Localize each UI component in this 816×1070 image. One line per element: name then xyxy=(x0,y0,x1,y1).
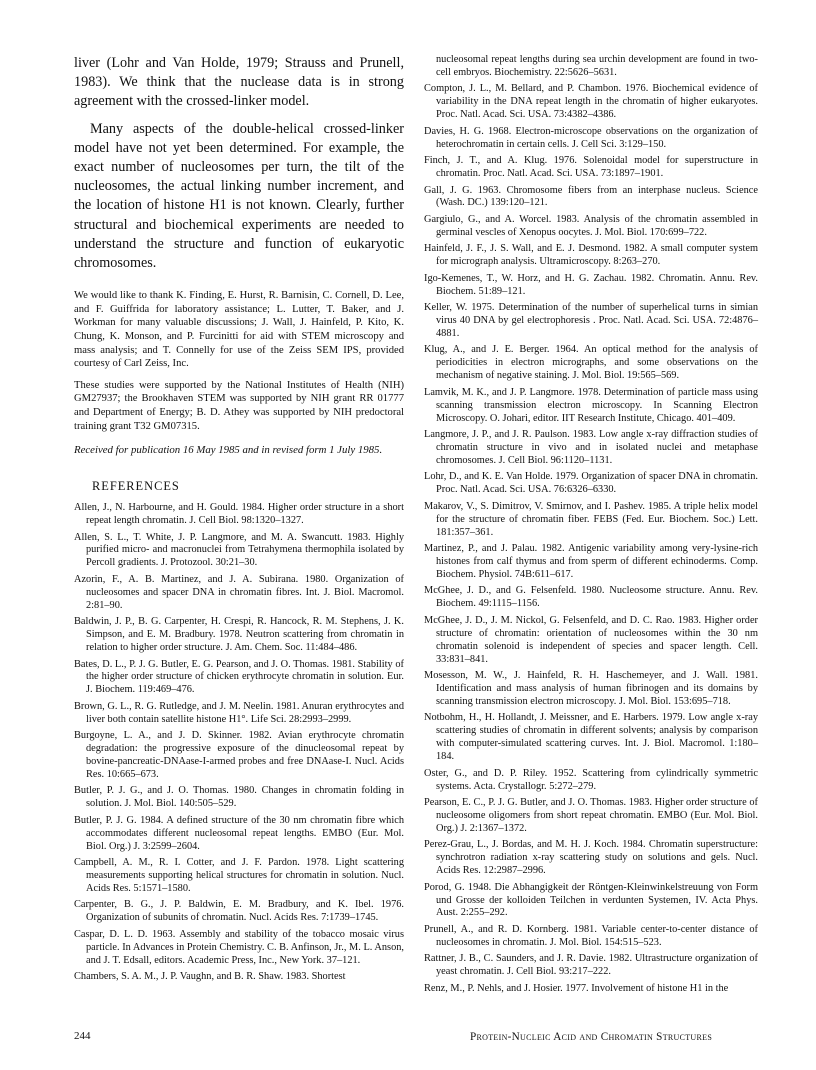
reference-item: Bates, D. L., P. J. G. Butler, E. G. Pearson, and J. O. Thomas. 1981. Stability of the higher order structure of chicken erythrocyte chromatin in solution. Eur. J. Biochem. 119:469–476. xyxy=(74,658,404,696)
reference-item: Davies, H. G. 1968. Electron-microscope observations on the organization of heterochromatin in certain cells. J. Cell Sci. 3:129–150. xyxy=(424,125,758,150)
reference-list-left xyxy=(74,502,404,984)
reference-item: nucleosomal repeat lengths during sea urchin development are found in two-cell embryos. Biochemistry. 22:5626–5631. xyxy=(436,54,758,78)
reference-item: Rattner, J. B., C. Saunders, and J. R. Davie. 1982. Ultrastructure organization of yeast chromatin. J. Cell Biol. 93:217–222. xyxy=(424,953,758,978)
reference-item: Brown, G. L., R. G. Rutledge, and J. M. Neelin. 1981. Anuran erythrocytes and liver both contain satellite histone H1°. Life Sci. 28:2993–2999. xyxy=(74,700,404,725)
received-date: Received for publication 16 May 1985 and in revised form 1 July 1985. xyxy=(74,444,383,457)
reference-item: Butler, P. J. G. 1984. A defined structure of the 30 nm chromatin fibre which accommodates different nucleosomal repeat lengths. EMBO (Eur. Mol. Biol. Org.) J. 3:2599–2604. xyxy=(74,814,404,852)
right-column xyxy=(424,54,758,999)
reference-item: Azorin, F., A. B. Martinez, and J. A. Subirana. 1980. Organization of nucleosomes and spacer DNA in chromatin fibres. Int. J. Biol. Macromol. 2:81–90. xyxy=(74,573,404,611)
reference-item: Carpenter, B. G., J. P. Baldwin, E. M. Bradbury, and K. Ibel. 1976. Organization of subunits of chromatin. Nucl. Acids Res. 7:1739–1745. xyxy=(74,899,404,924)
reference-item: Mosesson, M. W., J. Hainfeld, R. H. Haschemeyer, and J. Wall. 1981. Identification and mass analysis of human fibrinogen and its domains by scanning transmission electron microscopy. J. Mol. Biol. 153:695–718. xyxy=(424,670,758,707)
reference-list-right xyxy=(424,54,758,996)
reference-item: Allen, S. L., T. White, J. P. Langmore, and M. A. Swancutt. 1983. Highly purified micro- and macronuclei from Tetrahymena thermophila isolated by Percoll gradients. J. Protozool. 30:21–30. xyxy=(74,531,404,569)
reference-item: Porod, G. 1948. Die Abhangigkeit der Röntgen-Kleinwinkelstreuung von Form und Grosse der kolloiden Teilchen in verdunten Systemen, IV. Acta Phys. Aust. 2:255–292. xyxy=(424,881,758,919)
reference-item: Makarov, V., S. Dimitrov, V. Smirnov, and I. Pashev. 1985. A triple helix model for the structure of chromatin fiber. FEBS (Fed. Eur. Biochem. Soc.) Lett. 181:357–361. xyxy=(424,500,758,538)
body-paragraph-1: liver (Lohr and Van Holde, 1979; Strauss and Prunell, 1983). We think that the nuclease data is in strong agreement with the crossed-linker model. xyxy=(74,55,404,110)
page-number: 244 xyxy=(74,1030,91,1042)
reference-item: Pearson, E. C., P. J. G. Butler, and J. O. Thomas. 1983. Higher order structure of nucleosome oligomers from short repeat chromatin. EMBO (Eur. Mol. Biol. Org.) J. 2:1367–1372. xyxy=(424,797,758,834)
reference-item: Igo-Kemenes, T., W. Horz, and H. G. Zachau. 1982. Chromatin. Annu. Rev. Biochem. 51:89–121. xyxy=(424,272,758,297)
left-column xyxy=(74,54,404,988)
reference-item: Perez-Grau, L., J. Bordas, and M. H. J. Koch. 1984. Chromatin superstructure: synchrotron radiation x-ray scattering study on solutions and gels. Nucl. Acids Res. 12:2987–2996. xyxy=(424,839,758,877)
reference-item: McGhee, J. D., and G. Felsenfeld. 1980. Nucleosome structure. Annu. Rev. Biochem. 49:1115–1156. xyxy=(424,585,758,610)
acknowledgments xyxy=(74,289,404,371)
reference-item: Compton, J. L., M. Bellard, and P. Chambon. 1976. Biochemical evidence of variability in the DNA repeat length in the chromatin of higher eukaryotes. Proc. Natl. Acad. Sci. USA. 73:4382–4386. xyxy=(424,83,758,121)
reference-item: Lamvik, M. K., and J. P. Langmore. 1978. Determination of particle mass using scanning transmission electron microscopy. In Scanning Electron Microscopy. O. Johari, editor. IIT Research Institute, Chicago. 401–409. xyxy=(424,386,758,424)
reference-item: Finch, J. T., and A. Klug. 1976. Solenoidal model for superstructure in chromatin. Proc. Natl. Acad. Sci. USA. 73:1897–1901. xyxy=(424,155,758,180)
reference-item: Prunell, A., and R. D. Kornberg. 1981. Variable center-to-center distance of nucleosomes in chromatin. J. Mol. Biol. 154:515–523. xyxy=(424,923,758,948)
reference-item: Chambers, S. A. M., J. P. Vaughn, and B. R. Shaw. 1983. Shortest xyxy=(74,971,346,983)
reference-item: Gall, J. G. 1963. Chromosome fibers from an interphase nucleus. Science (Wash. DC.) 139:120–121. xyxy=(424,184,758,209)
reference-item: Klug, A., and J. E. Berger. 1964. An optical method for the analysis of periodicities in electron micrographs, and some observations on the mechanism of negative staining. J. Mol. Biol. 19:565–569. xyxy=(424,344,758,382)
reference-item: Keller, W. 1975. Determination of the number of superhelical turns in simian virus 40 DNA by gel electrophoresis . Proc. Natl. Acad. Sci. USA. 72:4876–4881. xyxy=(424,302,758,339)
reference-item: Lohr, D., and K. E. Van Holde. 1979. Organization of spacer DNA in chromatin. Proc. Natl. Acad. Sci. USA. 76:6326–6330. xyxy=(424,471,758,496)
reference-item: Baldwin, J. P., B. G. Carpenter, H. Crespi, R. Hancock, R. M. Stephens, J. K. Simpson, and E. M. Bradbury. 1978. Neutron scattering from chromatin in relation to higher order structure. J. Am. Chem. Soc. 11:484–486. xyxy=(74,616,404,654)
references-heading: REFERENCES xyxy=(92,479,180,494)
reference-item: Hainfeld, J. F., J. S. Wall, and E. J. Desmond. 1982. A small computer system for micrograph analysis. Ultramicroscopy. 8:263–270. xyxy=(424,243,758,268)
reference-item: Oster, G., and D. P. Riley. 1952. Scattering from cylindrically symmetric systems. Acta. Crystallogr. 5:272–279. xyxy=(424,767,758,792)
reference-item: Campbell, A. M., R. I. Cotter, and J. F. Pardon. 1978. Light scattering measurements supporting helical structures for chromatin in solution. Nucl. Acids Res. 5:1571–1580. xyxy=(74,857,404,894)
reference-item: Burgoyne, L. A., and J. D. Skinner. 1982. Avian erythrocyte chromatin degradation: the progressive exposure of the dinucleosomal repeat by bovine-pancreatic-DNAase-I-armed probes and free DNAase-I. Nucl. Acids Res. 10:665–673. xyxy=(74,730,404,780)
acknowledgment-paragraph: We would like to thank K. Finding, E. Hurst, R. Barnisin, C. Cornell, D. Lee, and F. Guiffrida for laboratory assistance; L. Lutter, T. Baker, and J. Workman for many valuable discussions; J. Wall, J. Hainfeld, P. Kito, K. Chung, K. Monson, and P. Furcinitti for aid with STEM microscopy and mass analysis; and T. Connelly for use of the Zeiss SEM IPS, provided courtesy of Carl Zeiss, Inc. xyxy=(74,290,404,370)
reference-item: Notbohm, H., H. Hollandt, J. Meissner, and E. Harbers. 1979. Low angle x-ray scattering studies of chromatin in different solvents; analysis by comparison with computer-simulated scattering curves. Int. J. Biol. Macromol. 1:180–184. xyxy=(424,712,758,763)
body-paragraph-2: Many aspects of the double-helical crossed-linker model have not yet been determined. For example, the exact number of nucleosomes per turn, the tilt of the nucleosomes, the actual linking number increment, and the location of histone H1 is not known. Clearly, further structural and biochemical experiments are needed to understand the structure and function of eukaryotic chromosomes. xyxy=(74,120,404,272)
funding-statement xyxy=(74,379,404,433)
reference-item: Allen, J., N. Harbourne, and H. Gould. 1984. Higher order structure in a short repeat length chromatin. J. Cell Biol. 98:1320–1327. xyxy=(74,502,404,527)
reference-item: Butler, P. J. G., and J. O. Thomas. 1980. Changes in chromatin folding in solution. J. Mol. Biol. 140:505–529. xyxy=(74,785,404,810)
reference-item: Langmore, J. P., and J. R. Paulson. 1983. Low angle x-ray diffraction studies of chromatin structure in vivo and in isolated nuclei and metaphase chromosomes. J. Cell Biol. 96:1120–1131. xyxy=(424,429,758,466)
reference-item: Caspar, D. L. D. 1963. Assembly and stability of the tobacco mosaic virus particle. In Advances in Protein Chemistry. C. B. Anfinson, Jr., M. L. Anson, and J. T. Edsall, editors. Academic Press, Inc., New York. 37–121. xyxy=(74,928,404,966)
reference-item: Gargiulo, G., and A. Worcel. 1983. Analysis of the chromatin assembled in germinal vescles of Xenopus oocytes. J. Mol. Biol. 170:699–722. xyxy=(424,213,758,238)
reference-item: Martinez, P., and J. Palau. 1982. Antigenic variability among very-lysine-rich histones from calf thymus and from sperm of different echinoderms. Comp. Biochem. Physiol. 74B:611–617. xyxy=(424,543,758,580)
reference-item: Renz, M., P. Nehls, and J. Hosier. 1977. Involvement of histone H1 in the xyxy=(424,982,729,994)
reference-item: McGhee, J. D., J. M. Nickol, G. Felsenfeld, and D. C. Rao. 1983. Higher order structure of chromatin: orientation of nucleosomes within the 30 nm chromatin solenoid is independent of species and spacer length. Cell. 33:831–841. xyxy=(424,614,758,665)
acknowledgment-paragraph: These studies were supported by the National Institutes of Health (NIH) GM27937; the Brookhaven STEM was supported by NIH grant RR 01777 and Department of Energy; B. D. Athey was supported by NIH predoctoral training grant T32 GM07315. xyxy=(74,379,404,432)
running-title: Protein-Nucleic Acid and Chromatin Structures xyxy=(470,1031,713,1043)
